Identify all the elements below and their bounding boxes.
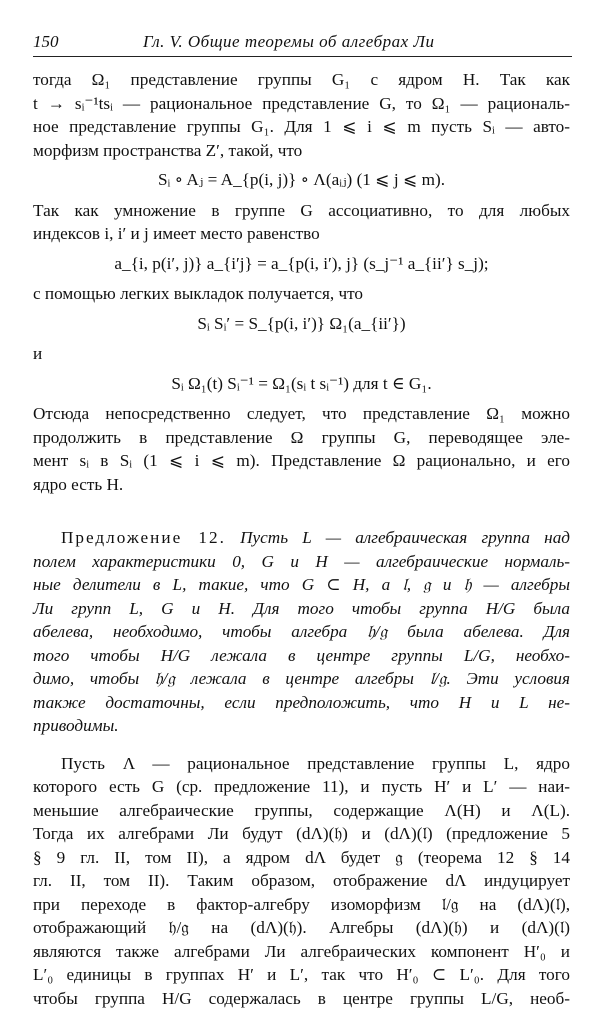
- paragraph-gap: [33, 738, 570, 752]
- text-line: § 9 гл. II, том II), а ядром dΛ будет 𝔤 (теорема 12 § 14: [33, 846, 570, 870]
- page-body: [33, 68, 570, 1010]
- text-line: ные делители в L, такие, что G ⊂ H, а 𝔩, 𝔤 и 𝔥 — алгебры: [33, 573, 570, 597]
- text-line: абелева, необходимо, чтобы алгебра 𝔥/𝔤 была абелева. Для: [33, 620, 570, 644]
- text-line: L′₀ единицы в группах H′ и L′, так что H′₀ ⊂ L′₀. Для того: [33, 963, 570, 987]
- text-line: также достаточны, если предположить, что H и L не-: [33, 691, 570, 715]
- text-line: тогда Ω₁ представление группы G₁ с ядром H. Так как: [33, 68, 570, 92]
- text-line: t → sᵢ⁻¹tsᵢ — рациональное представление G, то Ω₁ — рациональ-: [33, 92, 570, 116]
- text-line: того чтобы H/G лежала в центре группы L/G, необхо-: [33, 644, 570, 668]
- text-line: которого есть G (ср. предложение 11), и пусть H′ и L′ — наи-: [33, 775, 570, 799]
- paragraph-gap: [33, 496, 570, 526]
- proposition-text: Пусть L — алгебраическая группа над: [240, 528, 570, 547]
- paragraph-1: [33, 68, 570, 162]
- text-line: димо, чтобы 𝔥/𝔤 лежала в центре алгебры 𝔩/𝔤. Эти условия: [33, 667, 570, 691]
- formula-1: Sᵢ ∘ Aⱼ = A_{p(i, j)} ∘ Λ(aᵢⱼ) (1 ⩽ j ⩽ m).: [33, 168, 570, 192]
- text-line: являются также алгебрами Ли алгебраических компонент H′₀ и: [33, 940, 570, 964]
- text-line: продолжить в представление Ω группы G, переводящее эле-: [33, 426, 570, 450]
- conjunction-and: и: [33, 342, 570, 366]
- text-line: ное представление группы G₁. Для 1 ⩽ i ⩽ m пусть Sᵢ — авто-: [33, 115, 570, 139]
- text-line: при переходе в фактор-алгебру изоморфизм 𝔩/𝔤 на (dΛ)(𝔩),: [33, 893, 570, 917]
- formula-2: a_{i, p(i′, j)} a_{i′j} = a_{p(i, i′), j} (s_j⁻¹ a_{ii′} s_j);: [33, 252, 570, 276]
- text-line: Отсюда непосредственно следует, что представление Ω₁ можно: [33, 402, 570, 426]
- text-line: ядро есть H.: [33, 473, 570, 497]
- running-header: [33, 30, 572, 57]
- text-line: полем характеристики 0, G и H — алгебраические нормаль-: [33, 550, 570, 574]
- text-line: морфизм пространства Z′, такой, что: [33, 139, 570, 163]
- text-line: отображающий 𝔥/𝔤 на (dΛ)(𝔥). Алгебры (dΛ)(𝔥) и (dΛ)(𝔩): [33, 916, 570, 940]
- text-line: мент sᵢ в Sᵢ (1 ⩽ i ⩽ m). Представление Ω рационально, и его: [33, 449, 570, 473]
- paragraph-4: [33, 402, 570, 496]
- text-line: Так как умножение в группе G ассоциативно, то для любых: [33, 199, 570, 223]
- proposition-first-line: [33, 526, 570, 550]
- text-line: индексов i, i′ и j имеет место равенство: [33, 222, 570, 246]
- paragraph-2: [33, 199, 570, 246]
- text-line: чтобы группа H/G содержалась в центре группы L/G, необ-: [33, 987, 570, 1010]
- text-line: Пусть Λ — рациональное представление группы L, ядро: [33, 752, 570, 776]
- paragraph-5: [33, 752, 570, 1010]
- running-title: Гл. V. Общие теоремы об алгебрах Ли: [143, 32, 434, 52]
- text-line: приводимы.: [33, 714, 570, 738]
- proposition-12: [33, 526, 570, 738]
- text-line: гл. II, том II). Таким образом, отображение dΛ индуцирует: [33, 869, 570, 893]
- text-line: Тогда их алгебрами Ли будут (dΛ)(𝔥) и (dΛ)(𝔩) (предложение 5: [33, 822, 570, 846]
- proposition-label: Предложение 12.: [61, 528, 226, 547]
- text-line: Ли групп L, G и H. Для того чтобы группа H/G была: [33, 597, 570, 621]
- paragraph-3: с помощью легких выкладок получается, что: [33, 282, 570, 306]
- page-number: 150: [33, 32, 59, 52]
- formula-3: Sᵢ Sᵢ′ = S_{p(i, i′)} Ω₁(a_{ii′}): [33, 312, 570, 336]
- text-line: меньшие алгебраические группы, содержащие Λ(H) и Λ(L).: [33, 799, 570, 823]
- formula-4: Sᵢ Ω₁(t) Sᵢ⁻¹ = Ω₁(sᵢ t sᵢ⁻¹) для t ∈ G₁.: [33, 372, 570, 396]
